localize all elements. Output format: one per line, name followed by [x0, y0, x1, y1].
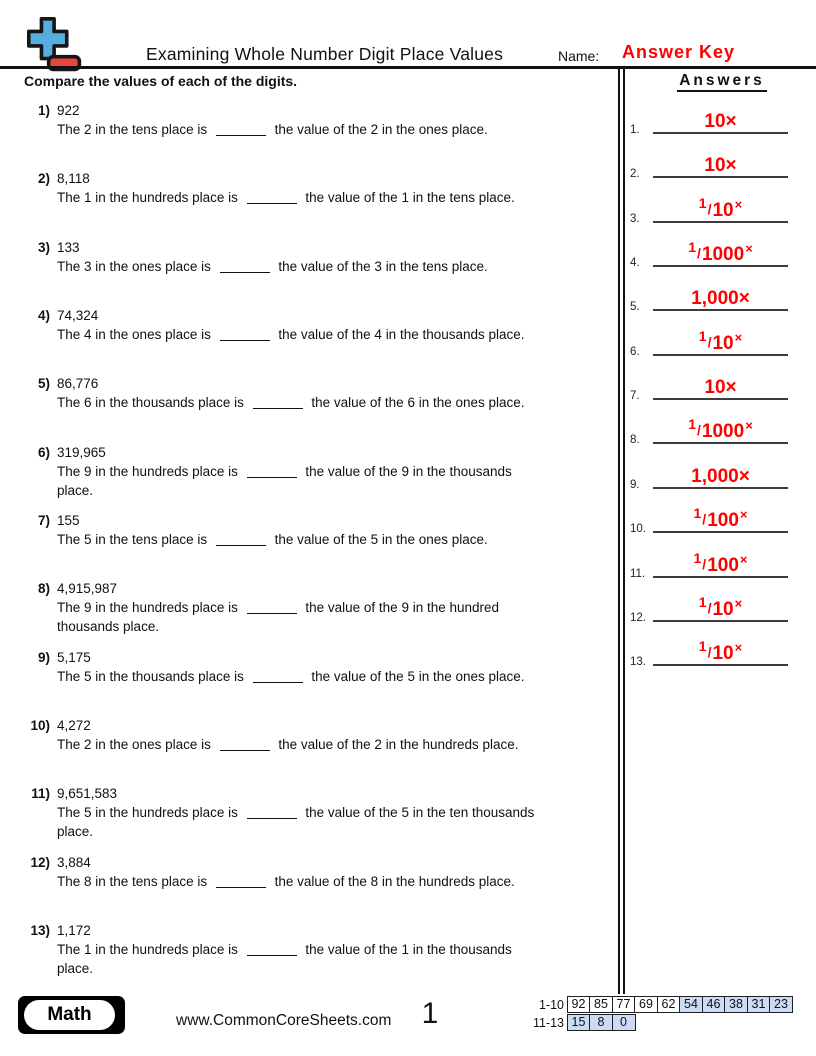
answer-row [630, 449, 788, 493]
answer-value [653, 417, 788, 441]
answer-line [653, 265, 788, 267]
fraction-slash: / [702, 555, 707, 572]
question-head [24, 648, 599, 667]
question-value: 1,172 [57, 922, 91, 938]
score-cell: 54 [679, 996, 703, 1014]
fraction-times-sign: × [734, 329, 743, 345]
question-number: 1) [37, 103, 50, 118]
score-cell: 38 [724, 996, 748, 1014]
answer-blank [220, 738, 270, 751]
answer-number: 7. [630, 390, 640, 403]
answer-line [653, 398, 788, 400]
answer-line [653, 576, 788, 578]
score-row [518, 996, 793, 1013]
question-number: 9) [37, 649, 50, 665]
question-number: 6) [37, 444, 50, 460]
question-text: The 5 in the thousands place is the value of the 5 in the ones place. [57, 668, 525, 684]
question-head [24, 306, 599, 325]
question-head [24, 238, 599, 257]
answers-title-text: Answers [677, 72, 767, 92]
answer-number: 4. [630, 257, 640, 270]
question-item [24, 511, 599, 549]
question-item [24, 853, 599, 891]
answer-line [653, 531, 788, 533]
fraction-numerator: 1 [688, 416, 697, 433]
answer-blank [247, 601, 297, 614]
question-item [24, 443, 599, 500]
answer-value [653, 196, 788, 220]
answer-line [653, 487, 788, 489]
answer-line [653, 176, 788, 178]
page-title: Examining Whole Number Digit Place Values [146, 44, 504, 64]
answer-value: 10× [704, 111, 737, 132]
question-text: The 4 in the ones place is the value of the 4 in the thousands place. [57, 326, 525, 342]
fraction-slash: / [707, 200, 712, 217]
question-number: 13) [30, 922, 50, 938]
question-value: 319,965 [57, 444, 106, 460]
fraction-slash: / [707, 599, 712, 616]
answer-row [630, 138, 788, 182]
answer-blank [216, 533, 266, 546]
fraction-numerator: 1 [698, 327, 707, 344]
answer-number: 13. [630, 656, 646, 669]
fraction-denominator: 1000 [701, 421, 745, 443]
answer-value: 10× [704, 377, 737, 399]
question-head [24, 101, 599, 120]
answer-row [630, 493, 788, 537]
question-head [24, 784, 599, 803]
score-row-label: 11-13 [532, 1015, 564, 1030]
question-head [24, 169, 599, 188]
score-cell: 62 [657, 996, 681, 1014]
score-cell: 8 [589, 1014, 613, 1032]
question-value: 5,175 [57, 649, 91, 665]
question-value: 4,272 [57, 717, 91, 733]
answer-blank [253, 670, 303, 683]
answer-blank [216, 123, 266, 136]
score-table [518, 996, 793, 1032]
answer-value: 1,000× [691, 288, 750, 310]
question-item [24, 648, 599, 686]
question-number: 8) [37, 581, 50, 597]
question-text: The 2 in the tens place is the value of the 2 in the ones place. [57, 122, 488, 137]
answer-line [653, 664, 788, 666]
answer-number: 10. [630, 523, 646, 536]
question-item [24, 238, 599, 276]
answer-number: 2. [630, 168, 640, 181]
question-text: The 1 in the hundreds place is the value of the 1 in the tens place. [57, 190, 515, 206]
answer-blank [247, 943, 297, 956]
plus-icon [29, 19, 67, 59]
question-head [24, 921, 599, 940]
fraction-slash: / [702, 511, 707, 528]
fraction-slash: / [707, 333, 712, 350]
question-value: 4,915,987 [57, 581, 118, 597]
answer-blank [216, 875, 266, 888]
answer-blank [220, 260, 270, 273]
math-brand-badge [18, 996, 125, 1034]
question-head [24, 443, 599, 462]
score-cell: 0 [612, 1014, 636, 1032]
question-number: 4) [37, 307, 50, 323]
question-text: The 6 in the thousands place is the value of the 6 in the ones place. [57, 395, 525, 411]
question-item [24, 101, 599, 139]
answer-line [653, 354, 788, 356]
instruction-text: Compare the values of each of the digits. [24, 73, 298, 89]
fraction-numerator: 1 [698, 638, 707, 655]
header-rule [0, 66, 816, 69]
answer-value: 1,000× [691, 465, 750, 487]
score-cell: 46 [702, 996, 726, 1014]
fraction-denominator: 10 [712, 332, 734, 354]
question-head [24, 511, 599, 530]
question-text: The 1 in the hundreds place is the value of the 1 in the thousands place. [57, 941, 512, 976]
answer-value [653, 240, 788, 264]
fraction-slash: / [697, 422, 701, 439]
answer-row [630, 227, 788, 271]
answer-number: 8. [630, 434, 640, 447]
question-value: 8,118 [57, 171, 90, 187]
question-number: 5) [37, 376, 50, 392]
question-value: 86,776 [57, 376, 99, 392]
answer-row [630, 626, 788, 670]
score-cell: 15 [567, 1014, 591, 1032]
answer-blank [247, 465, 297, 478]
answer-row [630, 360, 788, 404]
answer-row [630, 94, 788, 138]
fraction-times-sign: × [745, 241, 753, 257]
fraction-denominator: 10 [712, 199, 734, 221]
question-item [24, 374, 599, 412]
question-value: 74,324 [57, 307, 99, 323]
answer-number: 12. [630, 611, 646, 624]
answer-line [653, 132, 788, 134]
answer-number: 3. [630, 212, 640, 225]
answer-blank [247, 191, 297, 204]
question-number: 10) [30, 717, 50, 733]
fraction-times-sign: × [739, 507, 748, 523]
fraction-denominator: 100 [707, 510, 739, 532]
question-value: 922 [57, 103, 80, 118]
score-row [518, 1014, 793, 1031]
answer-line [653, 620, 788, 622]
score-cell: 69 [634, 996, 658, 1014]
answer-value [653, 329, 788, 353]
answer-row [630, 404, 788, 448]
question-number: 11) [31, 786, 50, 802]
score-cell: 31 [747, 996, 771, 1014]
fraction-numerator: 1 [698, 593, 707, 610]
website-url: www.CommonCoreSheets.com [176, 1012, 392, 1029]
fraction-slash: / [707, 644, 712, 661]
score-cell: 92 [567, 996, 591, 1014]
math-brand-label: Math [24, 1000, 115, 1030]
question-text: The 9 in the hundreds place is the value of the 9 in the hundred thousands place. [57, 600, 500, 635]
question-value: 155 [57, 512, 80, 528]
answer-value [653, 595, 788, 619]
question-number: 3) [37, 239, 50, 255]
question-item [24, 784, 599, 841]
question-item [24, 579, 599, 636]
question-value: 9,651,583 [57, 786, 118, 802]
answer-blank [253, 396, 303, 409]
score-cell: 85 [589, 996, 613, 1014]
answers-divider [618, 66, 625, 994]
question-text: The 2 in the ones place is the value of the 2 in the hundreds place. [57, 736, 519, 752]
score-row-label: 1-10 [538, 997, 564, 1012]
answer-blank [247, 806, 297, 819]
answer-value [653, 506, 788, 530]
answer-row [630, 538, 788, 582]
answer-row [630, 582, 788, 626]
question-text: The 8 in the tens place is the value of the 8 in the hundreds place. [57, 873, 515, 889]
question-number: 12) [30, 854, 50, 870]
answer-line [653, 442, 788, 444]
fraction-denominator: 10 [712, 643, 734, 665]
question-number: 2) [37, 171, 50, 187]
fraction-numerator: 1 [693, 505, 702, 522]
fraction-times-sign: × [734, 595, 743, 611]
answer-value: 10× [704, 155, 737, 177]
answer-key-label: Answer Key [622, 42, 736, 62]
question-item [24, 306, 599, 344]
page-number: 1 [421, 997, 439, 1030]
answer-number: 5. [630, 301, 640, 314]
question-head [24, 579, 599, 598]
question-head [24, 853, 599, 872]
answers-column-title [628, 72, 816, 90]
question-number: 7) [37, 512, 50, 528]
question-head [24, 716, 599, 735]
fraction-numerator: 1 [688, 239, 697, 256]
fraction-numerator: 1 [693, 549, 702, 566]
question-head [24, 374, 599, 393]
answer-number: 1. [630, 124, 640, 136]
answer-blank [220, 328, 270, 341]
answer-row [630, 183, 788, 227]
question-value: 3,884 [57, 854, 91, 870]
question-value: 133 [57, 239, 80, 255]
fraction-times-sign: × [734, 196, 743, 212]
question-text: The 5 in the tens place is the value of the 5 in the ones place. [57, 531, 488, 547]
plus-minus-logo-icon [26, 17, 84, 73]
fraction-times-sign: × [745, 418, 753, 434]
answer-line [653, 309, 788, 311]
score-cell: 77 [612, 996, 636, 1014]
question-item [24, 716, 599, 754]
answer-value [653, 639, 788, 663]
question-item [24, 921, 599, 978]
answer-row [630, 271, 788, 315]
question-text: The 9 in the hundreds place is the value of the 9 in the thousands place. [57, 463, 512, 498]
answer-row [630, 316, 788, 360]
fraction-denominator: 100 [707, 554, 739, 576]
question-item [24, 169, 599, 207]
answer-line [653, 221, 788, 223]
fraction-denominator: 10 [712, 598, 734, 620]
answer-number: 6. [630, 345, 640, 358]
fraction-times-sign: × [739, 551, 748, 567]
question-text: The 3 in the ones place is the value of the 3 in the tens place. [57, 258, 488, 274]
name-label: Name: [558, 48, 600, 64]
fraction-denominator: 1000 [701, 244, 745, 266]
question-text: The 5 in the hundreds place is the value of the 5 in the ten thousands place. [57, 805, 535, 840]
fraction-times-sign: × [734, 640, 743, 656]
answer-number: 9. [630, 478, 640, 491]
answer-value [653, 551, 788, 575]
score-cell: 23 [769, 996, 793, 1014]
answer-number: 11. [630, 567, 646, 580]
fraction-slash: / [697, 245, 701, 262]
fraction-numerator: 1 [698, 194, 707, 211]
